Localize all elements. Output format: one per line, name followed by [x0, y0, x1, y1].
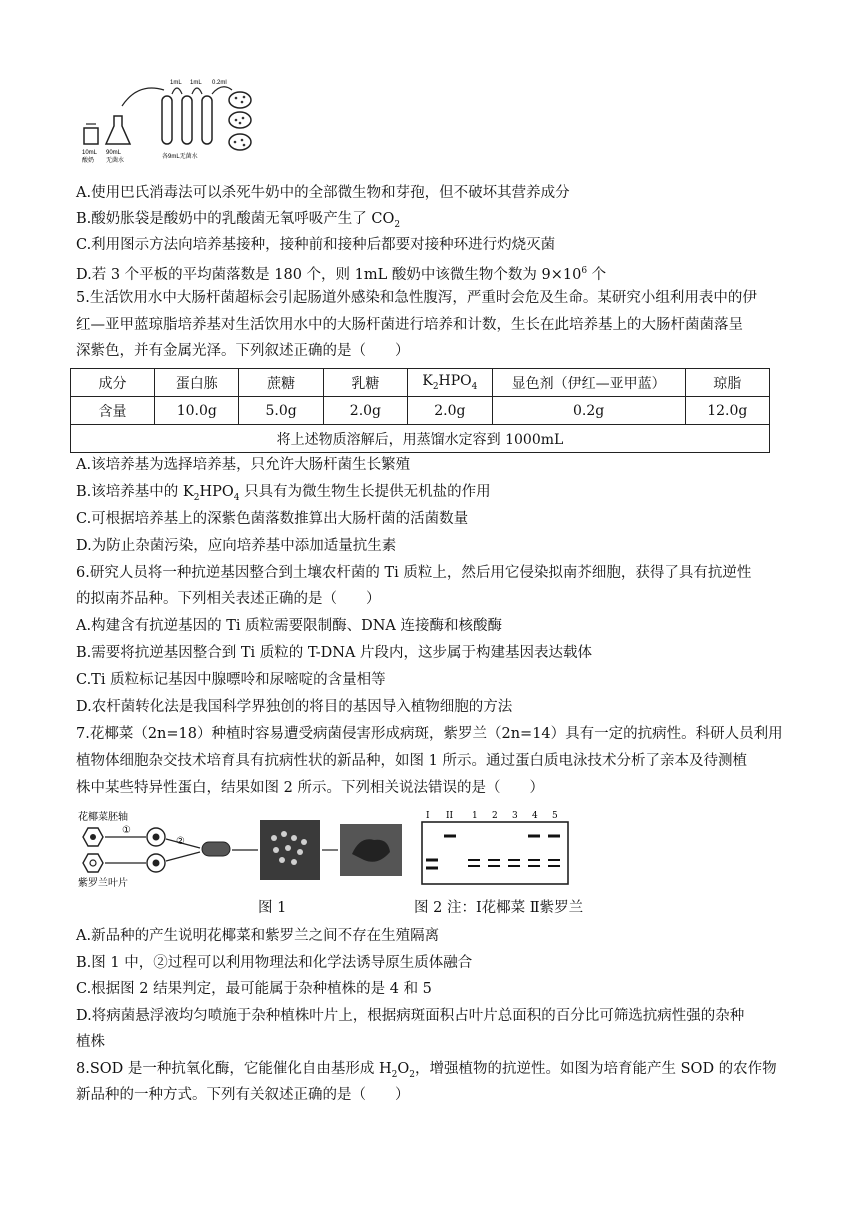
q4-option-b: B.酸奶胀袋是酸奶中的乳酸菌无氧呼吸产生了 $CO_2$	[76, 211, 401, 230]
q4-option-d: D.若 3 个平板的平均菌落数是 180 个，则 1mL 酸奶中该微生物个数为 $9\times 10^6$ 个	[76, 266, 607, 283]
lane-label: I	[426, 811, 430, 821]
fig1-label-top: 花椰菜胚轴	[78, 812, 128, 823]
medium-composition-table	[70, 368, 770, 453]
table-cell: 琼脂	[685, 369, 769, 397]
table-cell: 含量	[71, 397, 155, 425]
q8-stem-line2: 新品种的一种方式。下列有关叙述正确的是（ ）	[76, 1087, 410, 1103]
table-cell: 成分	[71, 369, 155, 397]
fig1-step1-label: ①	[122, 825, 131, 836]
q6-option-b: B.需要将抗逆基因整合到 Ti 质粒的 T-DNA 片段内，这步属于构建基因表达载体	[76, 645, 592, 661]
electrophoresis-figure	[420, 808, 570, 888]
q7-option-c: C.根据图 2 结果判定，最可能属于杂种植株的是 4 和 5	[76, 981, 432, 997]
q7-option-d-line1: D.将病菌悬浮液均匀喷施于杂种植株叶片上，根据病斑面积占叶片总面积的百分比可筛选抗病性强的杂种	[76, 1008, 745, 1024]
table-note: 将上述物质溶解后，用蒸馏水定容到 1000mL	[71, 425, 770, 453]
q5-option-b: B.该培养基中的 $K_2HPO_4$ 只具有为微生物生长提供无机盐的作用	[76, 484, 491, 503]
q6-option-a: A.构建含有抗逆基因的 Ti 质粒需要限制酶、DNA 连接酶和核酸酶	[76, 618, 502, 634]
q7-stem-line1: 7.花椰菜（2n=18）种植时容易遭受病菌侵害形成病斑，紫罗兰（2n=14）具有一定的抗病性。科研人员利用	[76, 726, 783, 742]
q6-stem-line2: 的拟南芥品种。下列相关表述正确的是（ ）	[76, 591, 381, 607]
table-cell: 5.0g	[239, 397, 323, 425]
table-cell: 12.0g	[685, 397, 769, 425]
table-header-row	[71, 369, 770, 397]
fig0-label-1: 1mL	[170, 80, 182, 86]
fusion-process-figure	[78, 808, 408, 888]
q5-stem-line3: 深紫色，并有金属光泽。下列叙述正确的是（ ）	[76, 343, 410, 359]
q5-option-a: A.该培养基为选择培养基，只允许大肠杆菌生长繁殖	[76, 457, 411, 473]
figure1-caption: 图 1	[258, 900, 287, 916]
fig1-step2-label: ②	[176, 836, 185, 847]
fig0-label-4: 10mL	[82, 150, 98, 156]
q7-option-b: B.图 1 中，②过程可以利用物理法和化学法诱导原生质体融合	[76, 955, 473, 971]
fig0-label-5b: 无菌水	[106, 158, 125, 164]
q5-stem-line2: 红—亚甲蓝琼脂培养基对生活饮用水中的大肠杆菌进行培养和计数，生长在此培养基上的大肠杆菌菌落呈	[76, 317, 743, 333]
table-cell: 2.0g	[323, 397, 407, 425]
q7-stem-line3: 株中某些特异性蛋白，结果如图 2 所示。下列相关说法错误的是（ ）	[76, 780, 544, 796]
q4-option-a: A.使用巴氏消毒法可以杀死牛奶中的全部微生物和芽孢，但不破坏其营养成分	[76, 185, 570, 201]
fig0-label-2: 1mL	[190, 80, 202, 86]
table-cell: 蔗糖	[239, 369, 323, 397]
figure2-caption: 图 2 注：Ⅰ花椰菜 Ⅱ紫罗兰	[414, 900, 584, 916]
q4-option-c: C.利用图示方法向培养基接种，接种前和接种后都要对接种环进行灼烧灭菌	[76, 237, 556, 253]
q5-option-c: C.可根据培养基上的深紫色菌落数推算出大肠杆菌的活菌数量	[76, 511, 469, 527]
table-cell: 2.0g	[408, 397, 493, 425]
table-cell: 0.2g	[492, 397, 685, 425]
q7-option-d-line2: 植株	[76, 1034, 105, 1050]
lane-label: 3	[512, 811, 518, 821]
table-row	[71, 397, 770, 425]
table-cell: $K_2HPO_4$	[408, 369, 493, 397]
q7-stem-line2: 植物体细胞杂交技术培育具有抗病性状的新品种，如图 1 所示。通过蛋白质电泳技术分析了亲本及待测植	[76, 753, 747, 769]
lane-label: 1	[472, 811, 478, 821]
lane-label: 4	[532, 811, 538, 821]
q7-option-a: A.新品种的产生说明花椰菜和紫罗兰之间不存在生殖隔离	[76, 928, 440, 944]
fig0-label-3: 0.2ml	[212, 80, 227, 86]
lane-label: II	[446, 811, 454, 821]
table-cell: 显色剂（伊红—亚甲蓝）	[492, 369, 685, 397]
lane-label: 5	[552, 811, 558, 821]
lane-label: 2	[492, 811, 498, 821]
q8-stem-line1: 8.SOD 是一种抗氧化酶，它能催化自由基形成 $H_2O_2$，增强植物的抗逆性。如图为培育能产生 SOD 的农作物	[76, 1061, 777, 1080]
table-cell: 10.0g	[155, 397, 239, 425]
table-cell: 蛋白胨	[155, 369, 239, 397]
q6-stem-line1: 6.研究人员将一种抗逆基因整合到土壤农杆菌的 Ti 质粒上，然后用它侵染拟南芥细胞，获得了具有抗逆性	[76, 565, 752, 581]
dilution-plating-figure	[78, 76, 278, 168]
q6-option-c: C.Ti 质粒标记基因中腺嘌呤和尿嘧啶的含量相等	[76, 672, 386, 688]
q6-option-d: D.农杆菌转化法是我国科学界独创的将目的基因导入植物细胞的方法	[76, 699, 513, 715]
fig0-label-5: 90mL	[106, 150, 122, 156]
table-cell: 乳糖	[323, 369, 407, 397]
table-note-row	[71, 425, 770, 453]
q5-stem-line1: 5.生活饮用水中大肠杆菌超标会引起肠道外感染和急性腹泻，严重时会危及生命。某研究小组利用表中的伊	[76, 290, 757, 306]
fig0-label-4b: 酸奶	[82, 158, 95, 164]
fig1-label-bottom: 紫罗兰叶片	[78, 878, 128, 888]
q5-option-d: D.为防止杂菌污染，应向培养基中添加适量抗生素	[76, 538, 397, 554]
fig0-label-6: 各9mL无菌水	[162, 154, 198, 160]
